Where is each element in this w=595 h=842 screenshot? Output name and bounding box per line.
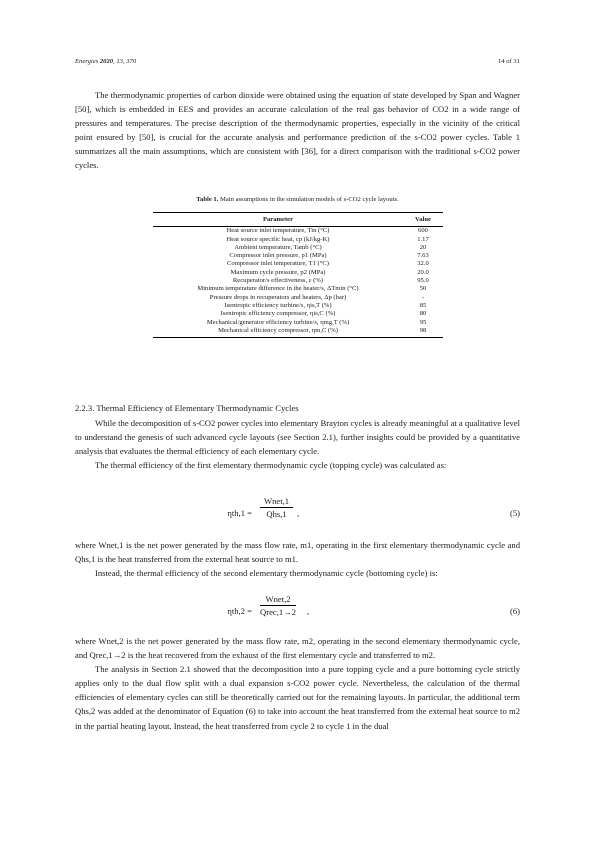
parameter-cell: Compressor inlet pressure, p1 (MPa) xyxy=(229,252,327,260)
section-text: where Wnet,2 is the net power generated by the mass flow rate, m2, operating in the second elementary thermodynamic cycle, and Qrec,1→2 is the heat recovered from the exhaust of the first elementary cycle and transferred to m2. The analysis in Section 2.1 showed that the decomposition into a pure topping cycle and a pure bottoming cycle strictly applies only to the dual flow split with a dual expansion s-CO2 power cycle. Nevertheless, the calculation of the thermal efficiencies of elementary cycles can still be theoretically carried out for the remaining layouts. In particular, the additional term Qhs,2 was added at the denominator of Equation (6) to take into account the heat transferred from the external heat source to m2 in the partial heating layout. Instead, the heat transferred from cycle 2 to cycle 1 in the dual xyxy=(75,636,520,731)
parameter-cell: Heat source inlet temperature, Tin (°C) xyxy=(226,227,330,235)
journal-citation: Energies 2020, 13, 370 xyxy=(75,58,137,65)
value-cell: 95.0 xyxy=(417,277,429,285)
parameter-cell: Mechanical/generator efficiency turbine/s, ηmg,T (%) xyxy=(206,318,350,326)
parameter-cell: Recuperator/s effectiveness, ε (%) xyxy=(232,277,324,285)
value-cell: 20 xyxy=(419,243,427,251)
page-number: 14 of 31 xyxy=(498,58,520,65)
assumptions-table xyxy=(153,212,443,338)
table-row xyxy=(153,227,443,236)
parameter-cell: Compressor inlet temperature, T1 (°C) xyxy=(227,260,329,268)
table-row xyxy=(153,252,443,260)
value-cell: 20.0 xyxy=(417,268,429,276)
table-row xyxy=(153,327,443,338)
equation-5: ηth,1 = Wnet,1 Qhs,1 , (5) xyxy=(227,496,520,519)
column-header: Value xyxy=(403,213,443,227)
parameter-cell: Heat source specific heat, cp (kJ/kg-K) xyxy=(226,235,330,243)
parameter-cell: Isentropic efficiency turbine/s, ηis,T (%) xyxy=(224,301,332,309)
parameter-cell: Minimum temperature difference in the heater/s, ΔTmin (°C) xyxy=(197,285,359,293)
equation-fraction: Wnet,1 Qhs,1 xyxy=(260,496,293,519)
equation-lhs: ηth,2 = xyxy=(227,606,252,616)
table-row xyxy=(153,310,443,318)
table-row xyxy=(153,244,443,252)
value-cell: 600 xyxy=(418,227,428,235)
equation-lhs: ηth,1 = xyxy=(227,508,252,518)
value-cell: 95 xyxy=(419,318,427,326)
table-row xyxy=(153,302,443,310)
value-cell: - xyxy=(421,293,425,301)
equation-number: (5) xyxy=(509,508,520,518)
value-cell: 1.17 xyxy=(417,235,429,243)
page-header xyxy=(75,58,520,65)
parameter-cell: Maximum cycle pressure, p2 (MPa) xyxy=(230,268,326,276)
section-text: While the decomposition of s-CO2 power cycles into elementary Brayton cycles is already meaningful at a qualitative level to understand the genesis of such advanced cycle layouts (see Section 2.1), further insights could be provided by a quantitative analysis that evaluates the thermal efficiency of each elementary cycle. The thermal efficiency of the first elementary thermodynamic cycle (topping cycle) was calculated as: xyxy=(75,418,521,471)
equation-6: ηth,2 = Wnet,2 Qrec,1→2 , (6) xyxy=(227,594,520,617)
table-header-row xyxy=(153,213,443,227)
value-cell: 7.63 xyxy=(417,252,429,260)
table-row xyxy=(153,294,443,302)
equation-fraction: Wnet,2 Qrec,1→2 xyxy=(260,594,297,617)
column-header: Parameter xyxy=(153,213,403,227)
parameter-cell: Mechanical efficiency compressor, ηm,C (%) xyxy=(153,327,403,338)
table-row xyxy=(153,236,443,244)
table-caption: Table 1. Main assumptions in the simulation models of s-CO2 cycle layouts. xyxy=(196,196,399,203)
parameter-cell: Isentropic efficiency compressor, ηis,C (%) xyxy=(220,310,336,318)
table-row xyxy=(153,269,443,277)
section-heading: 2.2.3. Thermal Efficiency of Elementary Thermodynamic Cycles xyxy=(75,403,299,413)
value-cell: 85 xyxy=(419,301,427,309)
table-row xyxy=(153,277,443,285)
parameter-cell: Pressure drops in recuperators and heaters, Δp (bar) xyxy=(209,293,347,301)
section-text: where Wnet,1 is the net power generated by the mass flow rate, m1, operating in the first elementary thermodynamic cycle and Qhs,1 is the heat transferred from the external heat source to m1. Instead, the thermal efficiency of the second elementary thermodynamic cycle (bottoming cycle) is: xyxy=(75,540,520,579)
value-cell: 32.0 xyxy=(417,260,429,268)
value-cell: 98 xyxy=(403,327,443,338)
table-row xyxy=(153,319,443,327)
table-row xyxy=(153,285,443,293)
equation-number: (6) xyxy=(509,606,520,616)
parameter-cell: Ambient temperature, Tamb (°C) xyxy=(234,243,322,251)
intro-paragraph: The thermodynamic properties of carbon dioxide were obtained using the equation of state developed by Span and Wagner [50], which is embedded in EES and provides an accurate calculation of the real gas behavior of CO2 in a wide range of pressures and temperatures. The precise description of the thermodynamic properties, especially in the vicinity of the critical point ensured by [50], is crucial for the accurate analysis and performance prediction of the s-CO2 power cycles. Table 1 summarizes all the main assumptions, which are consistent with [36], for a direct comparison with the traditional s-CO2 power cycles. xyxy=(75,90,520,171)
table-row xyxy=(153,260,443,268)
value-cell: 80 xyxy=(419,310,427,318)
value-cell: 50 xyxy=(419,285,427,293)
